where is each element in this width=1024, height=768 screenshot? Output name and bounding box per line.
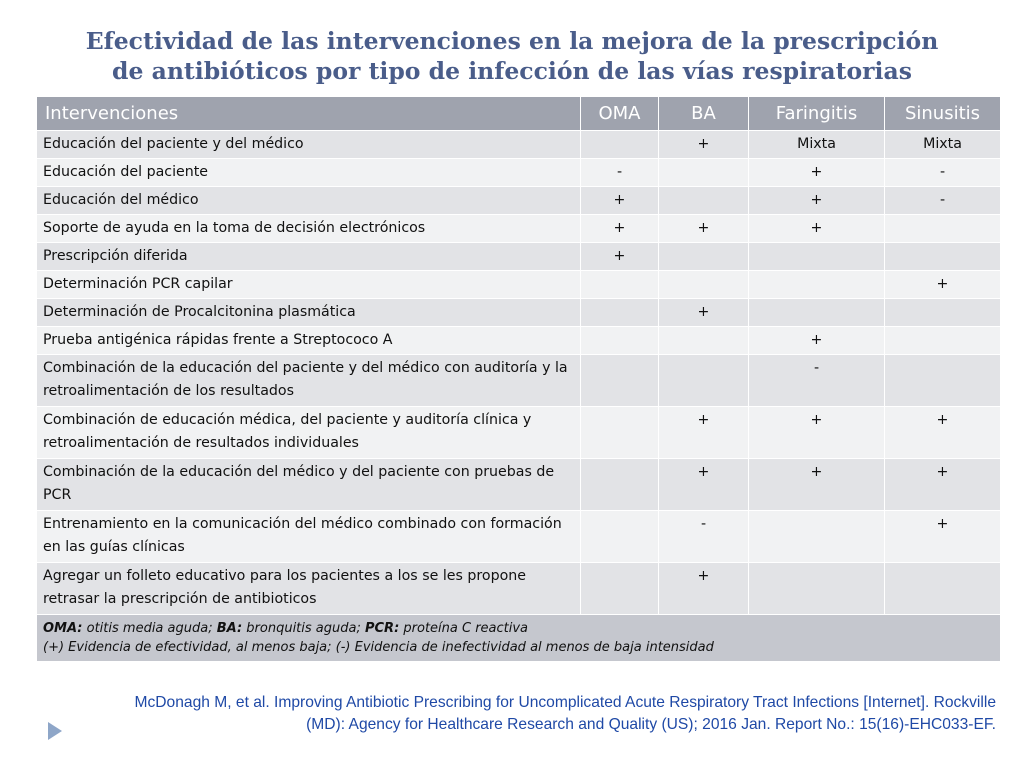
cell-sinusitis: - [885, 159, 1001, 187]
cell-oma: + [581, 243, 659, 271]
cell-sinusitis [885, 327, 1001, 355]
cell-oma [581, 563, 659, 615]
table-header-row [37, 97, 1001, 131]
cell-faringitis: + [749, 159, 885, 187]
cell-intervention: Educación del paciente y del médico [37, 131, 581, 159]
cell-sinusitis [885, 299, 1001, 327]
cell-sinusitis: + [885, 271, 1001, 299]
cell-ba: + [659, 299, 749, 327]
cell-ba: + [659, 459, 749, 511]
footnote-abbreviations [43, 619, 994, 638]
cell-intervention: Prueba antigénica rápidas frente a Streptococo A [37, 327, 581, 355]
cell-oma [581, 407, 659, 459]
cell-oma: + [581, 215, 659, 243]
next-slide-arrow-shape [44, 720, 66, 742]
cell-oma [581, 459, 659, 511]
cell-intervention: Combinación de la educación del paciente y del médico con auditoría y la retroalimentación de los resultados [37, 355, 581, 407]
cell-sinusitis [885, 215, 1001, 243]
cell-sinusitis: + [885, 459, 1001, 511]
table-row [37, 407, 1001, 459]
cell-oma [581, 131, 659, 159]
table-footnote [37, 615, 1001, 662]
header-intervenciones: Intervenciones [37, 97, 581, 131]
table-row [37, 459, 1001, 511]
table-row [37, 355, 1001, 407]
header-faringitis: Faringitis [749, 97, 885, 131]
cell-ba [659, 159, 749, 187]
cell-sinusitis: Mixta [885, 131, 1001, 159]
table-row [37, 187, 1001, 215]
cell-oma: - [581, 159, 659, 187]
citation [46, 692, 996, 736]
cell-sinusitis [885, 243, 1001, 271]
cell-faringitis: + [749, 187, 885, 215]
footnote-ba-def: bronquitis aguda; [242, 621, 365, 636]
next-slide-arrow-icon[interactable] [44, 720, 66, 747]
cell-oma [581, 271, 659, 299]
cell-faringitis [749, 243, 885, 271]
footnote-pcr-abbr: PCR: [364, 621, 400, 636]
footnote-oma-abbr: OMA: [43, 621, 83, 636]
cell-ba: + [659, 563, 749, 615]
cell-oma [581, 355, 659, 407]
cell-faringitis: + [749, 215, 885, 243]
table-row [37, 511, 1001, 563]
cell-intervention: Prescripción diferida [37, 243, 581, 271]
slide-title-line-1: Efectividad de las intervenciones en la mejora de la prescripción [85, 27, 939, 55]
cell-ba [659, 355, 749, 407]
cell-faringitis: + [749, 327, 885, 355]
interventions-table [36, 96, 1001, 662]
cell-intervention: Combinación de educación médica, del paciente y auditoría clínica y retroalimentación de resultados individuales [37, 407, 581, 459]
cell-faringitis: + [749, 459, 885, 511]
cell-oma [581, 327, 659, 355]
table-row [37, 159, 1001, 187]
cell-intervention: Entrenamiento en la comunicación del médico combinado con formación en las guías clínicas [37, 511, 581, 563]
footnote-pcr-def: proteína C reactiva [399, 621, 529, 636]
cell-ba [659, 243, 749, 271]
cell-oma [581, 511, 659, 563]
footnote-evidence-legend: (+) Evidencia de efectividad, al menos baja; (-) Evidencia de inefectividad al menos de baja intensidad [43, 640, 714, 655]
cell-faringitis: - [749, 355, 885, 407]
cell-ba: - [659, 511, 749, 563]
cell-intervention: Determinación PCR capilar [37, 271, 581, 299]
cell-sinusitis [885, 355, 1001, 407]
cell-sinusitis: + [885, 407, 1001, 459]
cell-ba: + [659, 215, 749, 243]
table-row [37, 299, 1001, 327]
table-row [37, 271, 1001, 299]
cell-faringitis [749, 299, 885, 327]
cell-ba: + [659, 131, 749, 159]
footnote-ba-abbr: BA: [216, 621, 243, 636]
cell-ba: + [659, 407, 749, 459]
cell-faringitis: Mixta [749, 131, 885, 159]
cell-sinusitis: - [885, 187, 1001, 215]
cell-intervention: Combinación de la educación del médico y del paciente con pruebas de PCR [37, 459, 581, 511]
citation-line-1: McDonagh M, et al. Improving Antibiotic Prescribing for Uncomplicated Acute Respiratory Tract Infections [Internet]. Rockville [134, 694, 996, 711]
cell-intervention: Educación del médico [37, 187, 581, 215]
cell-intervention: Soporte de ayuda en la toma de decisión electrónicos [37, 215, 581, 243]
table-row [37, 215, 1001, 243]
cell-intervention: Agregar un folleto educativo para los pacientes a los se les propone retrasar la prescripción de antibioticos [37, 563, 581, 615]
cell-oma: + [581, 187, 659, 215]
cell-ba [659, 187, 749, 215]
table-row [37, 563, 1001, 615]
cell-intervention: Educación del paciente [37, 159, 581, 187]
cell-ba [659, 327, 749, 355]
cell-sinusitis: + [885, 511, 1001, 563]
cell-faringitis [749, 511, 885, 563]
cell-oma [581, 299, 659, 327]
header-sinusitis: Sinusitis [885, 97, 1001, 131]
cell-intervention: Determinación de Procalcitonina plasmática [37, 299, 581, 327]
cell-ba [659, 271, 749, 299]
footnote-oma-def: otitis media aguda; [82, 621, 217, 636]
table-row [37, 131, 1001, 159]
slide-title-line-2: de antibióticos por tipo de infección de las vías respiratorias [112, 57, 912, 85]
slide-title [20, 26, 1004, 86]
cell-faringitis [749, 271, 885, 299]
cell-faringitis [749, 563, 885, 615]
cell-faringitis: + [749, 407, 885, 459]
header-oma: OMA [581, 97, 659, 131]
table-row [37, 327, 1001, 355]
cell-sinusitis [885, 563, 1001, 615]
citation-line-2: (MD): Agency for Healthcare Research and Quality (US); 2016 Jan. Report No.: 15(16)-EHC033-EF. [306, 716, 996, 733]
table-row [37, 243, 1001, 271]
header-ba: BA [659, 97, 749, 131]
table-footnote-row [37, 615, 1001, 662]
